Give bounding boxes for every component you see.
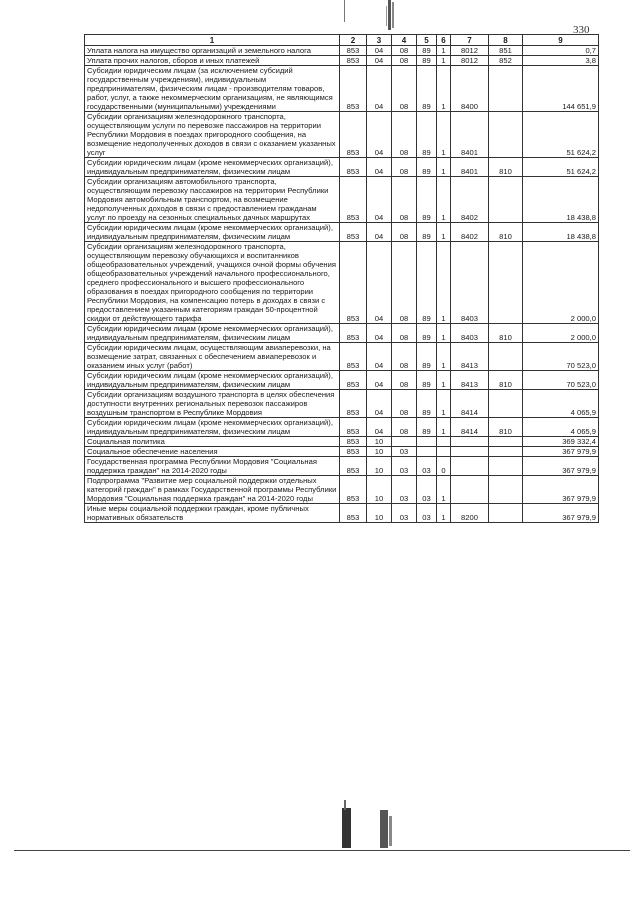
row-name: Субсидии юридическим лицам, осуществляющим авиаперевозки, на возмещение затрат, связанных с обеспечением авиаперевозок и оказанием иных услуг (работ) xyxy=(85,343,340,371)
row-cell-c9: 367 979,9 xyxy=(523,504,599,523)
row-cell-c2: 853 xyxy=(340,418,367,437)
col-header: 5 xyxy=(417,35,437,46)
row-name: Подпрограмма "Развитие мер социальной поддержки отдельных категорий граждан" в рамках Государственной программы Республики Мордовия "Социальная поддержка граждан" на 2014-2020 годы xyxy=(85,476,340,504)
row-cell-c9: 369 332,4 xyxy=(523,437,599,447)
row-cell-c3: 04 xyxy=(367,66,392,112)
row-cell-c4: 08 xyxy=(392,223,417,242)
row-cell-c7: 8200 xyxy=(451,504,489,523)
row-cell-c6: 1 xyxy=(437,390,451,418)
row-cell-c7: 8012 xyxy=(451,46,489,56)
row-cell-c9: 70 523,0 xyxy=(523,371,599,390)
row-cell-c8 xyxy=(489,457,523,476)
row-cell-c9: 51 624,2 xyxy=(523,112,599,158)
row-cell-c3: 04 xyxy=(367,390,392,418)
row-cell-c2: 853 xyxy=(340,476,367,504)
row-cell-c2: 853 xyxy=(340,56,367,66)
row-name: Субсидии организациям воздушного транспорта в целях обеспечения доступности внутренних региональных перевозок пассажиров воздушным транспортом в Республике Мордовия xyxy=(85,390,340,418)
row-cell-c8 xyxy=(489,447,523,457)
row-cell-c8 xyxy=(489,476,523,504)
col-header: 3 xyxy=(367,35,392,46)
row-cell-c9: 144 651,9 xyxy=(523,66,599,112)
row-cell-c5: 89 xyxy=(417,56,437,66)
table-row xyxy=(85,56,599,66)
row-cell-c7: 8012 xyxy=(451,56,489,66)
budget-table xyxy=(84,34,599,523)
row-cell-c5: 89 xyxy=(417,112,437,158)
row-cell-c3: 04 xyxy=(367,343,392,371)
row-cell-c4: 03 xyxy=(392,447,417,457)
row-cell-c5 xyxy=(417,437,437,447)
row-name: Субсидии организациям автомобильного транспорта, осуществляющим перевозку пассажиров на территории Республики Мордовия автомобильным транспортом, на возмещение недополученных доходов в связи с предоставлением гражданам услуг по проезду на сезонных специальных дачных маршрутах xyxy=(85,177,340,223)
row-cell-c8 xyxy=(489,343,523,371)
row-cell-c9: 0,7 xyxy=(523,46,599,56)
row-cell-c6 xyxy=(437,447,451,457)
row-cell-c4: 08 xyxy=(392,56,417,66)
row-cell-c6: 1 xyxy=(437,371,451,390)
table-row xyxy=(85,457,599,476)
row-name: Субсидии юридическим лицам (кроме некоммерческих организаций), индивидуальным предпринимателям, физическим лицам xyxy=(85,371,340,390)
row-cell-c8: 852 xyxy=(489,56,523,66)
row-cell-c4: 08 xyxy=(392,242,417,324)
row-cell-c4: 08 xyxy=(392,418,417,437)
row-name: Субсидии юридическим лицам (кроме некоммерческих организаций), индивидуальным предпринимателям, физическим лицам xyxy=(85,223,340,242)
row-name: Уплата прочих налогов, сборов и иных платежей xyxy=(85,56,340,66)
row-cell-c3: 04 xyxy=(367,223,392,242)
row-cell-c4: 08 xyxy=(392,66,417,112)
row-cell-c8: 810 xyxy=(489,371,523,390)
row-cell-c9: 2 000,0 xyxy=(523,242,599,324)
row-cell-c3: 04 xyxy=(367,371,392,390)
table-row xyxy=(85,447,599,457)
table-row xyxy=(85,476,599,504)
row-cell-c6 xyxy=(437,437,451,447)
row-cell-c8: 851 xyxy=(489,46,523,56)
row-cell-c2: 853 xyxy=(340,324,367,343)
row-name: Субсидии юридическим лицам (кроме некоммерческих организаций), индивидуальным предпринимателям, физическим лицам xyxy=(85,158,340,177)
row-cell-c6: 1 xyxy=(437,324,451,343)
row-cell-c3: 10 xyxy=(367,504,392,523)
row-cell-c8: 810 xyxy=(489,324,523,343)
row-cell-c9: 3,8 xyxy=(523,56,599,66)
row-cell-c5: 03 xyxy=(417,504,437,523)
row-cell-c4: 03 xyxy=(392,457,417,476)
row-cell-c2: 853 xyxy=(340,343,367,371)
row-cell-c4: 08 xyxy=(392,177,417,223)
row-cell-c3: 10 xyxy=(367,476,392,504)
row-cell-c6: 0 xyxy=(437,457,451,476)
row-cell-c3: 04 xyxy=(367,158,392,177)
row-cell-c9: 367 979,9 xyxy=(523,476,599,504)
row-cell-c4: 08 xyxy=(392,343,417,371)
scan-artifact-bottom xyxy=(330,800,400,850)
row-cell-c6: 1 xyxy=(437,112,451,158)
row-cell-c3: 10 xyxy=(367,457,392,476)
row-cell-c5: 89 xyxy=(417,324,437,343)
row-cell-c6: 1 xyxy=(437,56,451,66)
row-cell-c4 xyxy=(392,437,417,447)
row-cell-c3: 04 xyxy=(367,242,392,324)
row-cell-c9: 367 979,9 xyxy=(523,447,599,457)
row-cell-c6: 1 xyxy=(437,177,451,223)
row-cell-c9: 18 438,8 xyxy=(523,223,599,242)
row-cell-c7 xyxy=(451,476,489,504)
row-cell-c3: 04 xyxy=(367,177,392,223)
table-row xyxy=(85,390,599,418)
row-cell-c2: 853 xyxy=(340,504,367,523)
table-row xyxy=(85,112,599,158)
bottom-rule xyxy=(14,850,630,851)
row-cell-c5: 89 xyxy=(417,390,437,418)
row-cell-c5: 89 xyxy=(417,177,437,223)
row-cell-c5: 89 xyxy=(417,46,437,56)
row-cell-c7: 8413 xyxy=(451,371,489,390)
row-cell-c6: 1 xyxy=(437,223,451,242)
row-name: Иные меры социальной поддержки граждан, кроме публичных нормативных обязательств xyxy=(85,504,340,523)
row-cell-c5: 89 xyxy=(417,66,437,112)
row-cell-c9: 4 065,9 xyxy=(523,418,599,437)
row-cell-c8 xyxy=(489,177,523,223)
col-header: 9 xyxy=(523,35,599,46)
table-row xyxy=(85,504,599,523)
row-cell-c5: 89 xyxy=(417,158,437,177)
row-cell-c9: 51 624,2 xyxy=(523,158,599,177)
row-cell-c2: 853 xyxy=(340,66,367,112)
row-cell-c6: 1 xyxy=(437,46,451,56)
row-cell-c5: 89 xyxy=(417,343,437,371)
row-cell-c8 xyxy=(489,437,523,447)
page-number: 330 xyxy=(573,24,590,36)
row-cell-c2: 853 xyxy=(340,223,367,242)
row-cell-c2: 853 xyxy=(340,177,367,223)
row-cell-c4: 03 xyxy=(392,504,417,523)
row-cell-c5: 03 xyxy=(417,457,437,476)
row-cell-c3: 04 xyxy=(367,324,392,343)
row-cell-c3: 04 xyxy=(367,418,392,437)
row-cell-c6: 1 xyxy=(437,476,451,504)
table-row xyxy=(85,66,599,112)
row-cell-c6: 1 xyxy=(437,343,451,371)
row-cell-c6: 1 xyxy=(437,158,451,177)
row-cell-c6: 1 xyxy=(437,242,451,324)
row-cell-c5: 89 xyxy=(417,371,437,390)
col-header: 7 xyxy=(451,35,489,46)
table-row xyxy=(85,437,599,447)
row-cell-c7: 8403 xyxy=(451,242,489,324)
row-name: Субсидии организациям железнодорожного транспорта, осуществляющим услуги по перевозке пассажиров на территории Республики Мордовия в поездах пригородного сообщения, на возмещение недополученных доходов в связи с оказанием указанных услуг xyxy=(85,112,340,158)
row-cell-c6: 1 xyxy=(437,418,451,437)
row-cell-c8 xyxy=(489,112,523,158)
row-cell-c7: 8401 xyxy=(451,158,489,177)
row-cell-c7: 8414 xyxy=(451,390,489,418)
row-name: Уплата налога на имущество организаций и земельного налога xyxy=(85,46,340,56)
row-cell-c2: 853 xyxy=(340,158,367,177)
row-cell-c2: 853 xyxy=(340,112,367,158)
row-cell-c7 xyxy=(451,457,489,476)
row-cell-c4: 08 xyxy=(392,46,417,56)
row-cell-c3: 10 xyxy=(367,437,392,447)
row-name: Субсидии организациям железнодорожного транспорта, осуществляющим перевозку обучающихся и воспитанников общеобразовательных учреждений, учащихся очной формы обучения общеобразовательных учреждений начального профессионального, среднего профессионального и высшего профессионального образования в поездах пригородного сообщения по территории Республики Мордовия, на компенсацию потерь в доходах в связи с предоставлением указанным категориям граждан 50-процентной скидки от действующего тарифа xyxy=(85,242,340,324)
row-cell-c7 xyxy=(451,447,489,457)
row-name: Субсидии юридическим лицам (кроме некоммерческих организаций), индивидуальным предпринимателям, физическим лицам xyxy=(85,324,340,343)
row-name: Государственная программа Республики Мордовия "Социальная поддержка граждан" на 2014-2020 годы xyxy=(85,457,340,476)
row-cell-c7: 8413 xyxy=(451,343,489,371)
row-cell-c8 xyxy=(489,390,523,418)
row-cell-c2: 853 xyxy=(340,457,367,476)
row-cell-c8: 810 xyxy=(489,158,523,177)
row-cell-c4: 08 xyxy=(392,324,417,343)
table-row xyxy=(85,418,599,437)
row-cell-c9: 4 065,9 xyxy=(523,390,599,418)
table-row xyxy=(85,46,599,56)
row-cell-c9: 2 000,0 xyxy=(523,324,599,343)
row-cell-c7: 8402 xyxy=(451,223,489,242)
row-cell-c3: 10 xyxy=(367,447,392,457)
row-cell-c8: 810 xyxy=(489,418,523,437)
table-row xyxy=(85,343,599,371)
col-header: 4 xyxy=(392,35,417,46)
col-header: 2 xyxy=(340,35,367,46)
col-header: 6 xyxy=(437,35,451,46)
row-cell-c6: 1 xyxy=(437,504,451,523)
row-cell-c7: 8401 xyxy=(451,112,489,158)
row-cell-c3: 04 xyxy=(367,112,392,158)
row-cell-c5: 03 xyxy=(417,476,437,504)
table-row xyxy=(85,158,599,177)
row-cell-c8: 810 xyxy=(489,223,523,242)
row-cell-c2: 853 xyxy=(340,390,367,418)
row-cell-c5 xyxy=(417,447,437,457)
table-row xyxy=(85,242,599,324)
table-row xyxy=(85,223,599,242)
row-cell-c4: 08 xyxy=(392,158,417,177)
row-cell-c3: 04 xyxy=(367,46,392,56)
row-cell-c5: 89 xyxy=(417,242,437,324)
col-header: 1 xyxy=(85,35,340,46)
row-cell-c3: 04 xyxy=(367,56,392,66)
row-cell-c2: 853 xyxy=(340,242,367,324)
scan-artifact-top xyxy=(336,0,406,34)
row-name: Субсидии юридическим лицам (кроме некоммерческих организаций), индивидуальным предпринимателям, физическим лицам xyxy=(85,418,340,437)
row-cell-c7 xyxy=(451,437,489,447)
row-cell-c9: 70 523,0 xyxy=(523,343,599,371)
row-cell-c7: 8400 xyxy=(451,66,489,112)
row-cell-c5: 89 xyxy=(417,223,437,242)
row-name: Социальная политика xyxy=(85,437,340,447)
row-name: Субсидии юридическим лицам (за исключением субсидий государственным учреждениям), индивидуальным предпринимателям, физическим лицам - производителям товаров, работ, услуг, а также некоммерческим организациям, не являющимся государственными (муниципальными) учреждениями xyxy=(85,66,340,112)
row-cell-c2: 853 xyxy=(340,437,367,447)
table-header-row xyxy=(85,35,599,46)
row-cell-c9: 367 979,9 xyxy=(523,457,599,476)
row-cell-c8 xyxy=(489,242,523,324)
row-cell-c4: 08 xyxy=(392,371,417,390)
row-cell-c7: 8402 xyxy=(451,177,489,223)
table-row xyxy=(85,371,599,390)
row-cell-c2: 853 xyxy=(340,371,367,390)
table-row xyxy=(85,324,599,343)
row-cell-c4: 03 xyxy=(392,476,417,504)
col-header: 8 xyxy=(489,35,523,46)
row-cell-c7: 8403 xyxy=(451,324,489,343)
row-cell-c7: 8414 xyxy=(451,418,489,437)
row-cell-c2: 853 xyxy=(340,46,367,56)
row-cell-c6: 1 xyxy=(437,66,451,112)
row-cell-c4: 08 xyxy=(392,112,417,158)
table-row xyxy=(85,177,599,223)
row-cell-c2: 853 xyxy=(340,447,367,457)
row-cell-c9: 18 438,8 xyxy=(523,177,599,223)
row-cell-c8 xyxy=(489,504,523,523)
row-cell-c4: 08 xyxy=(392,390,417,418)
row-name: Социальное обеспечение населения xyxy=(85,447,340,457)
row-cell-c8 xyxy=(489,66,523,112)
row-cell-c5: 89 xyxy=(417,418,437,437)
